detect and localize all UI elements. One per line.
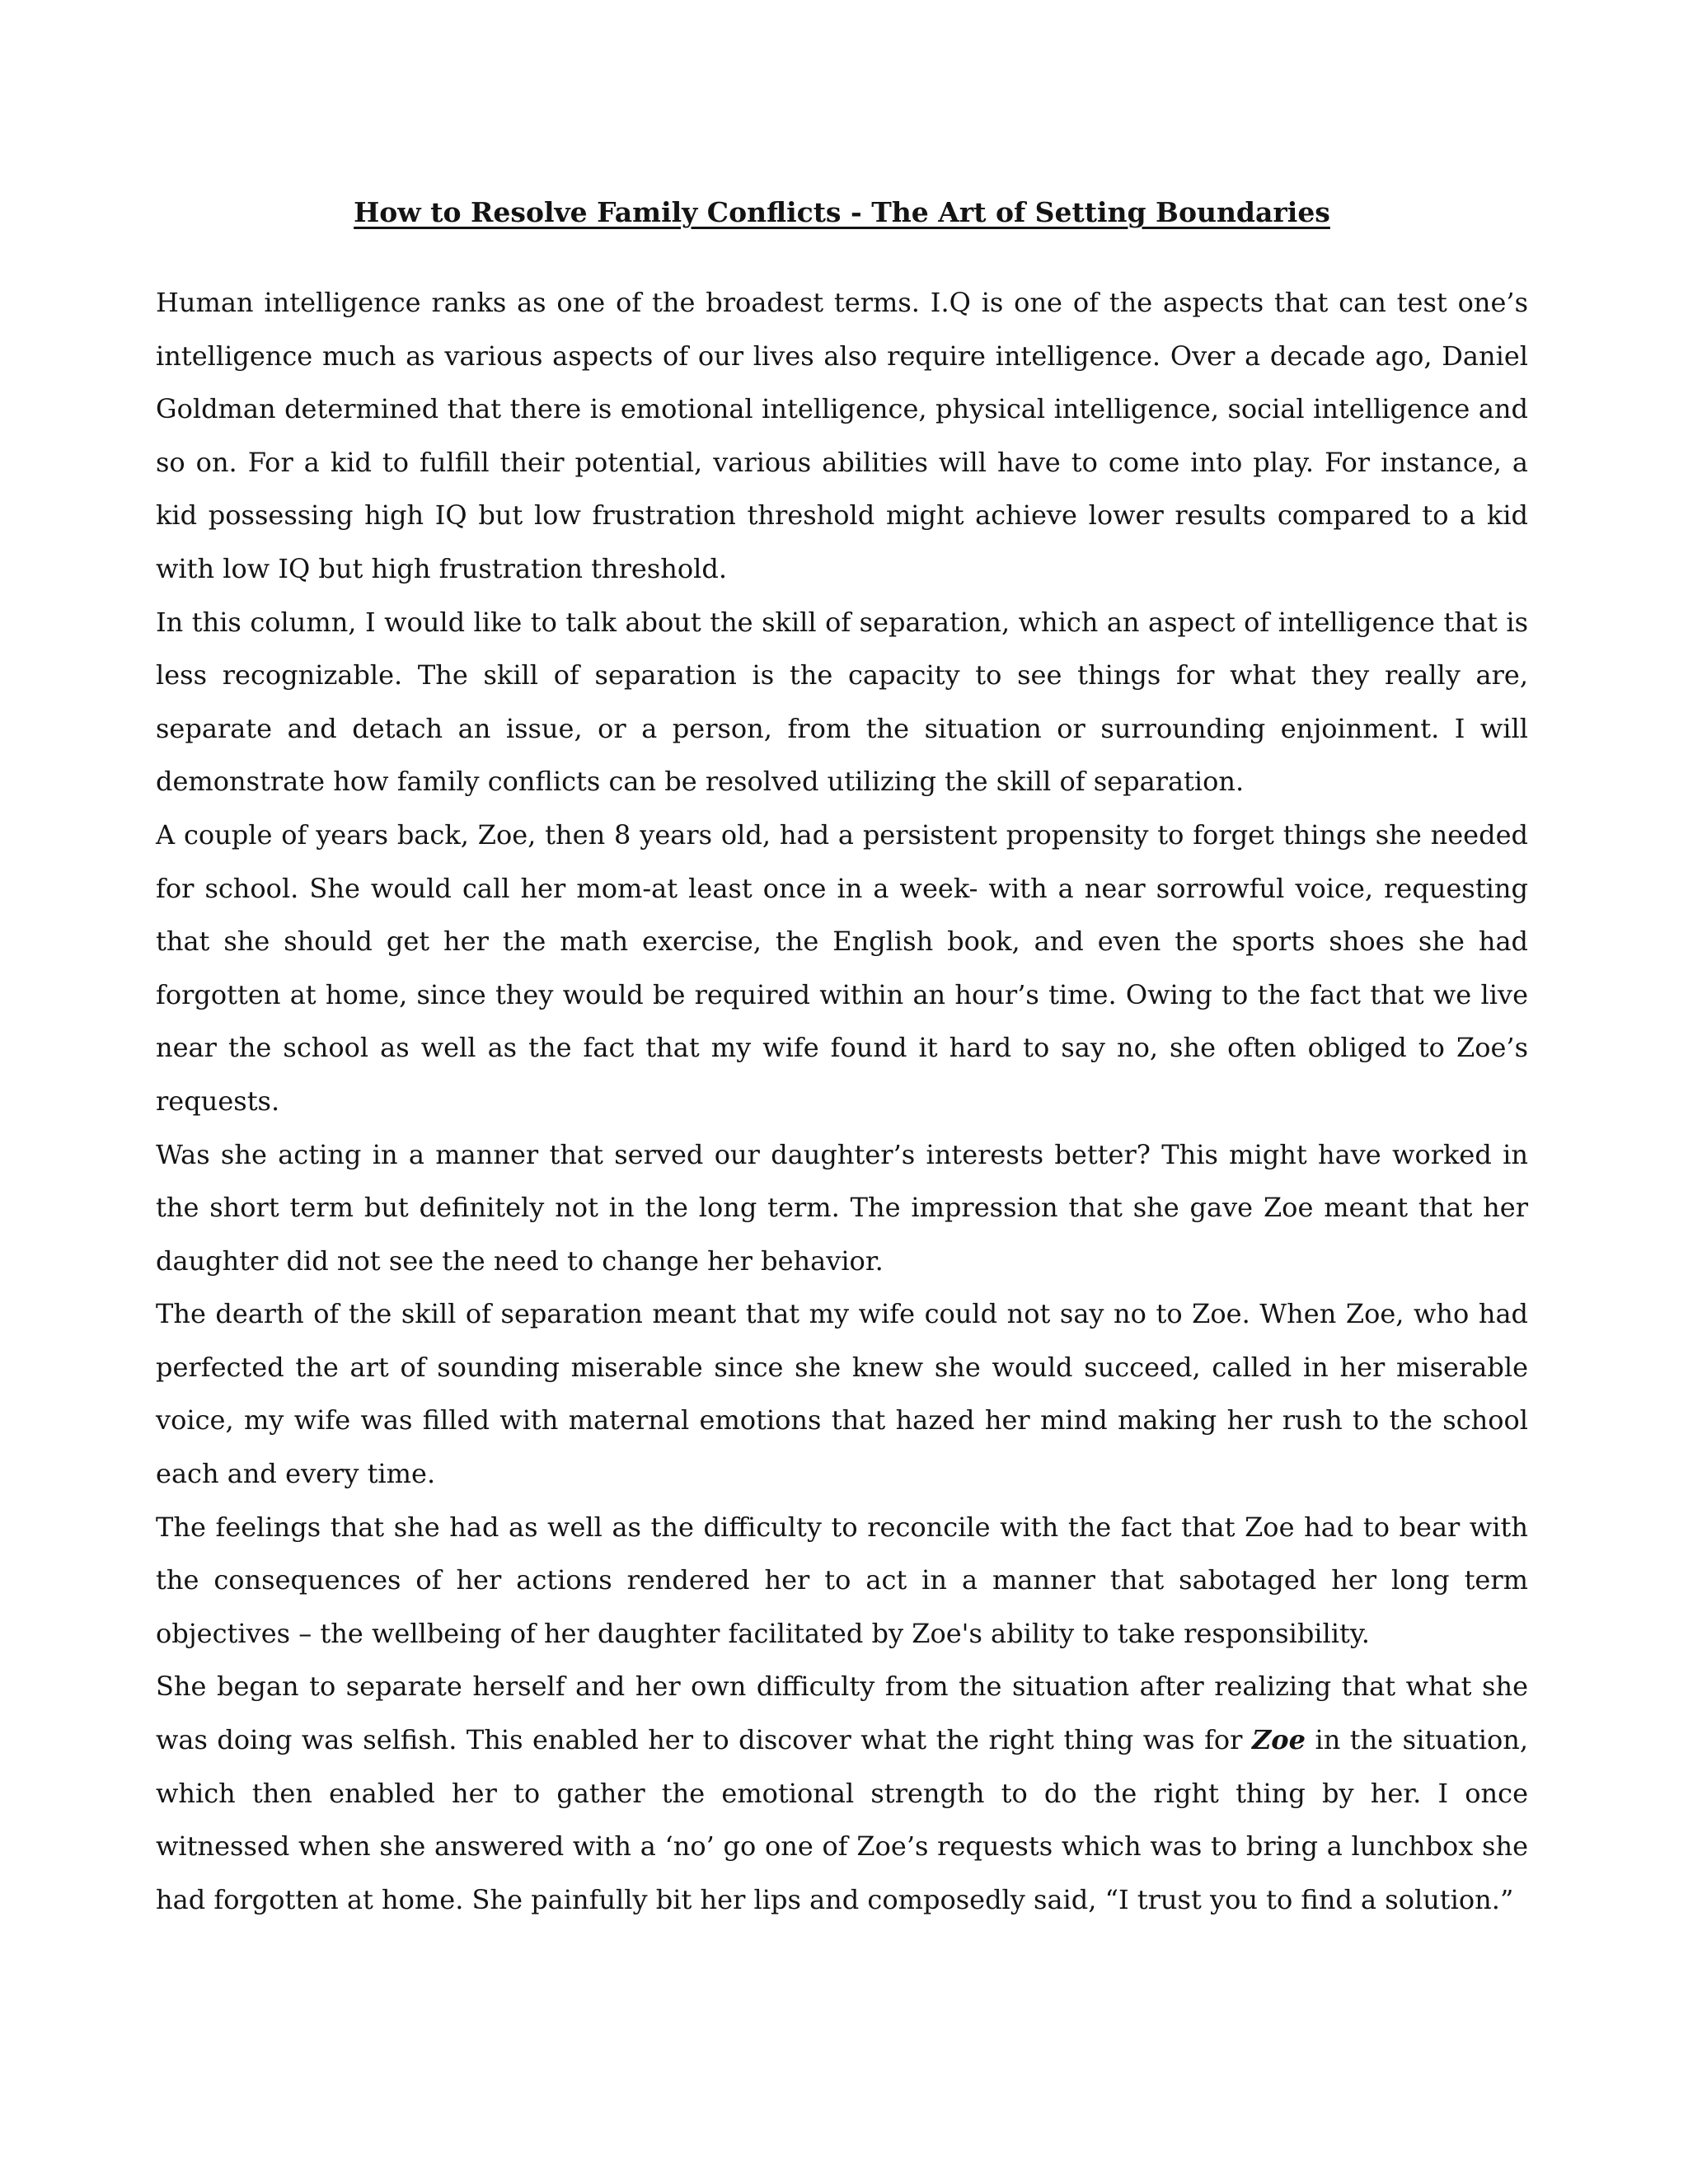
paragraph-dearth-of-separation: The dearth of the skill of separation meant that my wife could not say no to Zoe. When Zoe, who had perfected the art of sounding miserable since she knew she would succeed, called in her miserable voice, my wife was filled with maternal emotions that hazed her mind making her rush to the school each and every time. xyxy=(156,1298,1528,1490)
paragraph-text-after: in the situation, which then enabled her to gather the emotional strength to do the right thing by her. I once witnessed when she answered with a ‘no’ go one of Zoe’s requests which was to bring a lunchbox she had forgotten at home. She painfully bit her lips and composedly said, “I trust you to find a solution.” xyxy=(156,1724,1528,1915)
paragraph-zoe-forgetting: A couple of years back, Zoe, then 8 years old, had a persistent propensity to forget things she needed for school. She would call her mom-at least once in a week- with a near sorrowful voice, requesting that she should get her the math exercise, the English book, and even the sports shoes she had forgotten at home, since they would be required within an hour’s time. Owing to the fact that we live near the school as well as the fact that my wife found it hard to say no, she often obliged to Zoe’s requests. xyxy=(156,818,1528,1117)
paragraph-intelligence: Human intelligence ranks as one of the broadest terms. I.Q is one of the aspects that can test one’s intelligence much as various aspects of our lives also require intelligence. Over a decade ago, Daniel Goldman determined that there is emotional intelligence, physical intelligence, social intelligence and so on. For a kid to fulfill their potential, various abilities will have to come into play. For instance, a kid possessing high IQ but low frustration threshold might achieve lower results compared to a kid with low IQ but high frustration threshold. xyxy=(156,287,1528,584)
document-page xyxy=(156,194,1528,1926)
emphasized-name: Zoe xyxy=(1251,1724,1306,1756)
paragraph-daughters-interests: Was she acting in a manner that served our daughter’s interests better? This might have worked in the short term but definitely not in the long term. The impression that she gave Zoe meant that her daughter did not see the need to change her behavior. xyxy=(156,1138,1528,1277)
paragraph-separation-achieved xyxy=(156,1660,1528,1926)
paragraph-skill-of-separation: In this column, I would like to talk about the skill of separation, which an aspect of intelligence that is less recognizable. The skill of separation is the capacity to see things for what they really are, separate and detach an issue, or a person, from the situation or surrounding enjoinment. I will demonstrate how family conflicts can be resolved utilizing the skill of separation. xyxy=(156,606,1528,798)
paragraph-text-before: She began to separate herself and her own difficulty from the situation after realizing that what she was doing was selfish. This enabled her to discover what the right thing was for xyxy=(156,1671,1528,1756)
paragraph-feelings: The feelings that she had as well as the difficulty to reconcile with the fact that Zoe had to bear with the consequences of her actions rendered her to act in a manner that sabotaged her long term objectives – the wellbeing of her daughter facilitated by Zoe's ability to take responsibility. xyxy=(156,1511,1528,1649)
document-title: How to Resolve Family Conflicts - The Art of Setting Boundaries xyxy=(354,196,1330,228)
